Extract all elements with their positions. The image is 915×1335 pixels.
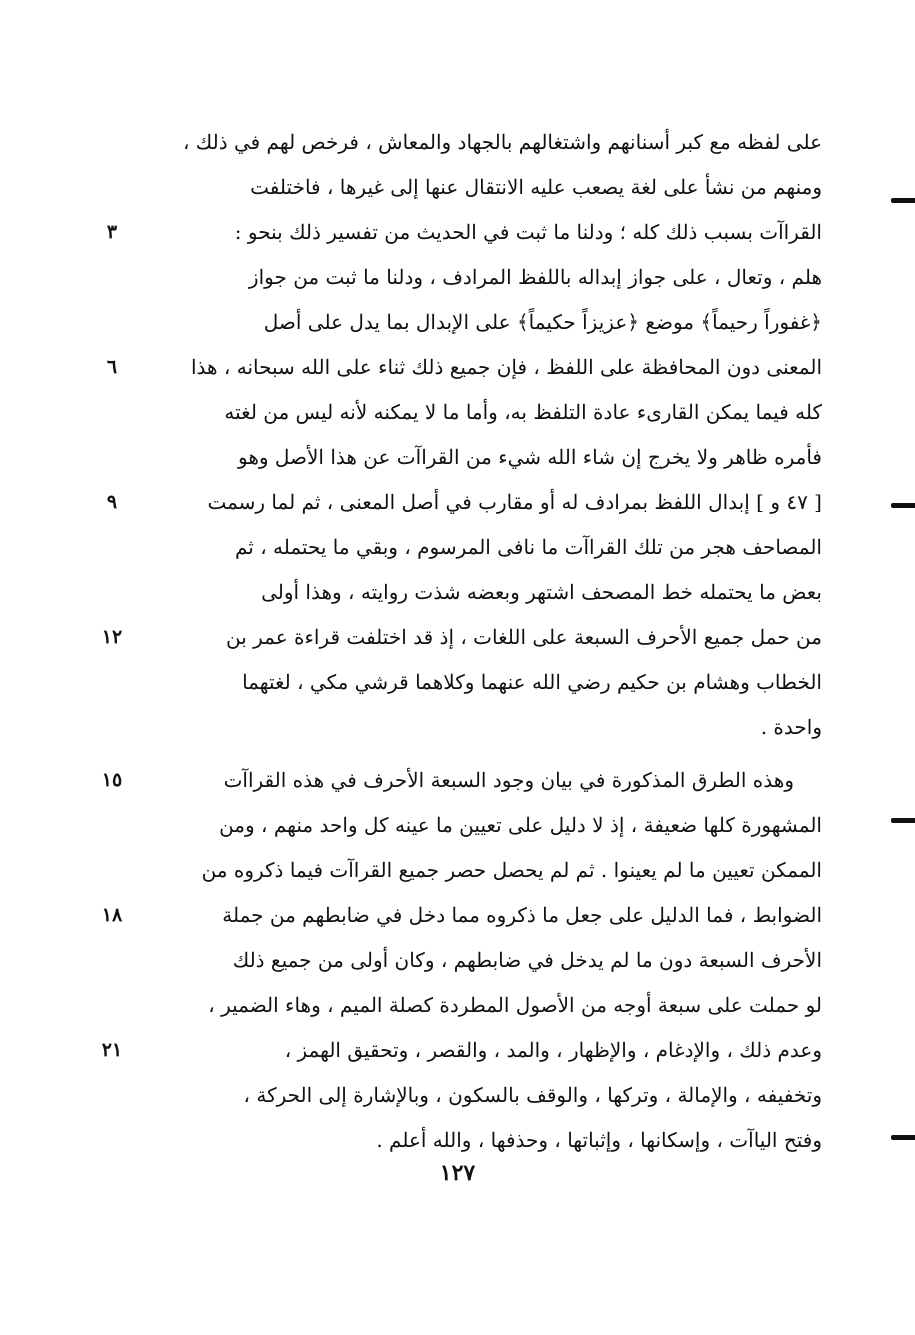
text-line: وفتح الياآت ، وإسكانها ، وإثباتها ، وحذفها ، والله أعلم . [376,1128,822,1152]
page-edge-mark [891,818,915,823]
line-number: ١٨ [101,904,123,926]
line-number: ٣ [106,221,118,243]
text-line: [ ٤٧ و ] إبدال اللفظ بمرادف له أو مقارب في أصل المعنى ، ثم لما رسمت [207,490,822,514]
page-edge-mark [891,503,915,508]
text-line: ﴿غفوراً رحيماً﴾ موضع ﴿عزيزاً حكيماً﴾ على الإبدال بما يدل على أصل [263,310,822,334]
text-line: كله فيما يمكن القارىء عادة التلفظ به، وأما ما لا يمكنه لأنه ليس من لغته [224,400,822,424]
text-line: الأحرف السبعة دون ما لم يدخل في ضابطهم ، وكان أولى من جميع ذلك [232,948,822,972]
text-line: هلم ، وتعال ، على جواز إبداله باللفظ المرادف ، ودلنا ما ثبت من جواز [248,265,822,289]
text-line: المعنى دون المحافظة على اللفظ ، فإن جميع ذلك ثناء على الله سبحانه ، هذا [190,355,822,379]
text-line: الممكن تعيين ما لم يعينوا . ثم لم يحصل حصر جميع القراآت فيما ذكروه من [201,858,822,882]
line-number: ١٢ [101,626,123,648]
page-edge-mark [891,198,915,203]
paragraph-start-line: وهذه الطرق المذكورة في بيان وجود السبعة الأحرف في هذه القراآت [223,768,794,792]
text-line: المشهورة كلها ضعيفة ، إذ لا دليل على تعيين ما عينه كل واحد منهم ، ومن [219,813,822,837]
text-line: ومنهم من نشأ على لغة يصعب عليه الانتقال عنها إلى غيرها ، فاختلفت [250,175,822,199]
page-number: ١٢٧ [439,1160,476,1186]
line-number: ٩ [106,491,118,513]
text-line: وتخفيفه ، والإمالة ، وتركها ، والوقف بالسكون ، وبالإشارة إلى الحركة ، [243,1083,822,1107]
text-line: لو حملت على سبعة أوجه من الأصول المطردة كصلة الميم ، وهاء الضمير ، [208,993,822,1017]
text-line: الضوابط ، فما الدليل على جعل ما ذكروه مما دخل في ضابطهم من جملة [222,903,822,927]
page-edge-mark [891,1135,915,1140]
line-number: ١٥ [101,769,123,791]
text-line: القراآت بسبب ذلك كله ؛ ودلنا ما ثبت في الحديث من تفسير ذلك بنحو : [234,220,822,244]
text-line: وعدم ذلك ، والإدغام ، والإظهار ، والمد ، والقصر ، وتحقيق الهمز ، [284,1038,822,1062]
text-line: الخطاب وهشام بن حكيم رضي الله عنهما وكلاهما قرشي مكي ، لغتهما [242,670,822,694]
line-number: ٢١ [101,1039,123,1061]
body-text [150,120,822,1163]
text-line: فأمره ظاهر ولا يخرج إن شاء الله شيء من القراآت عن هذا الأصل وهو [237,445,822,469]
text-line: المصاحف هجر من تلك القراآت ما نافى المرسوم ، وبقي ما يحتمله ، ثم [234,535,822,559]
text-line: بعض ما يحتمله خط المصحف اشتهر وبعضه شذت روايته ، وهذا أولى [261,580,822,604]
text-line: على لفظه مع كبر أسنانهم واشتغالهم بالجهاد والمعاش ، فرخص لهم في ذلك ، [182,130,822,154]
text-line: من حمل جميع الأحرف السبعة على اللغات ، إذ قد اختلفت قراءة عمر بن [226,625,822,649]
line-number: ٦ [106,356,118,378]
text-line: واحدة . [760,715,822,739]
